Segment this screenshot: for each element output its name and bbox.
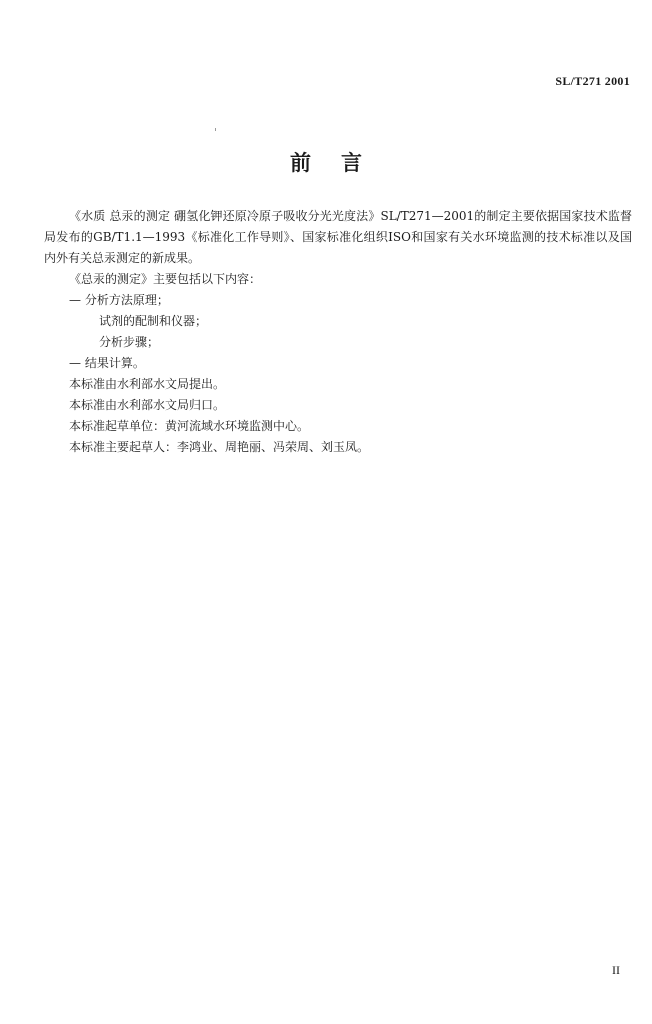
scan-speck bbox=[215, 128, 216, 131]
contents-item: — 结果计算。 bbox=[69, 356, 145, 370]
intro-paragraph: 《水质 总汞的测定 硼氢化钾还原冷原子吸收分光光度法》SL/T271—2001的制定主要依据国家技术监督局发布的GB/T1.1—1993《标准化工作导则》、国家标准化组织ISO和国家有关水环境监测的技术标准以及国内外有关总汞测定的新成果。 bbox=[44, 209, 632, 265]
standard-code: SL/T271 2001 bbox=[555, 74, 630, 88]
statement-administrator: 本标准由水利部水文局归口。 bbox=[69, 398, 226, 412]
page-title: 前言 bbox=[290, 151, 392, 175]
statement-drafting-unit: 本标准起草单位：黄河流域水环境监测中心。 bbox=[69, 419, 310, 433]
contents-item: 试剂的配制和仪器； bbox=[99, 314, 208, 328]
contents-intro: 《总汞的测定》主要包括以下内容： bbox=[69, 272, 262, 286]
contents-item: — 分析方法原理； bbox=[69, 293, 169, 307]
body-text bbox=[44, 206, 632, 458]
page-number: II bbox=[612, 963, 620, 977]
statement-proposer: 本标准由水利部水文局提出。 bbox=[69, 377, 226, 391]
contents-item: 分析步骤； bbox=[99, 335, 160, 349]
statement-drafters: 本标准主要起草人：李鸿业、周艳丽、冯荣周、刘玉凤。 bbox=[69, 440, 370, 454]
